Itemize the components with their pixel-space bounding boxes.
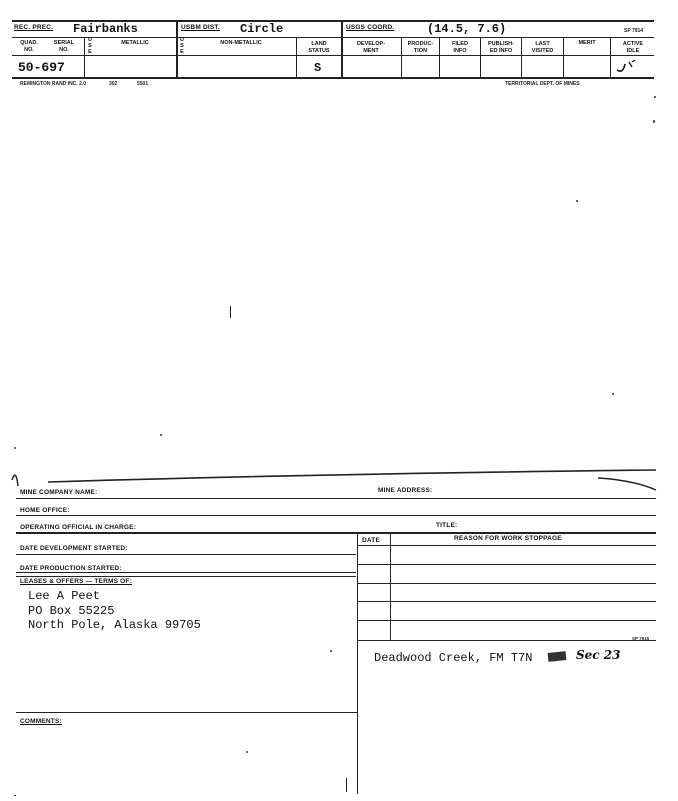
operating-official-label: OPERATING OFFICIAL IN CHARGE:	[20, 524, 137, 531]
col-serial-no: SERIAL NO.	[53, 40, 75, 53]
line-leases-top	[16, 576, 356, 577]
date-col-label: DATE	[362, 537, 381, 544]
leases-label: LEASES & OFFERS — TERMS OF:	[20, 578, 132, 585]
col-quad-no: QUAD. NO.	[20, 40, 38, 53]
line-date-dev	[16, 554, 356, 555]
printer-note: REMINGTON RAND INC. 2.0	[20, 81, 87, 87]
card-top-edge	[8, 462, 668, 492]
bottom-border	[12, 77, 654, 79]
col-production: PRODUC- TION	[407, 41, 434, 54]
form-code-top: SP 7914	[624, 28, 644, 34]
line-date-prod	[16, 572, 356, 573]
home-office-label: HOME OFFICE:	[20, 507, 70, 514]
reason-col-label: REASON FOR WORK STOPPAGE	[454, 535, 562, 542]
usgs-coord-value: (14.5, 7.6)	[427, 22, 507, 36]
stoppage-row-2	[357, 583, 656, 584]
col-line-serial	[84, 37, 85, 77]
leases-line-1: Lee A Peet	[28, 589, 101, 603]
line-operating	[16, 532, 656, 534]
mine-company-label: MINE COMPANY NAME:	[20, 489, 98, 496]
stoppage-row-1	[357, 564, 656, 565]
scan-speck	[330, 650, 332, 652]
col-development: DEVELOP- MENT	[356, 41, 386, 54]
usgs-coord-label: USGS COORD.	[346, 24, 395, 31]
col-use-non-metallic: U S E	[180, 37, 184, 55]
scan-speck	[654, 96, 656, 98]
col-line-land	[296, 37, 297, 77]
comments-label: COMMENTS:	[20, 718, 62, 725]
scan-speck	[246, 751, 248, 753]
scan-speck	[14, 447, 16, 449]
rec-prec-value: Fairbanks	[73, 22, 138, 36]
stoppage-row-5	[357, 640, 656, 641]
stoppage-row-4	[357, 620, 656, 621]
mine-address-label: MINE ADDRESS:	[378, 487, 433, 494]
printer-code-a: 302	[109, 81, 118, 87]
redaction-mark	[548, 651, 567, 662]
scan-mark	[230, 306, 231, 318]
scan-speck	[612, 393, 614, 395]
col-line-active	[610, 37, 611, 77]
scan-mark	[346, 778, 347, 792]
col-filed-info: FILED INFO	[452, 41, 468, 54]
stoppage-row-3	[357, 601, 656, 602]
usbm-dist-label: USBM DIST.	[181, 24, 220, 31]
col-use-metallic: U S E	[88, 37, 92, 55]
location-sec: Sec 23	[576, 648, 621, 662]
form-code-bottom: SP 7915	[632, 636, 650, 641]
center-divider	[357, 532, 358, 794]
leases-line-3: North Pole, Alaska 99705	[28, 618, 201, 632]
scan-speck	[653, 120, 655, 123]
col-non-metallic: NON-METALLIC	[220, 40, 262, 46]
location-text: Deadwood Creek, FM T7N	[374, 651, 533, 665]
scan-speck	[576, 200, 578, 202]
date-dev-label: DATE DEVELOPMENT STARTED:	[20, 545, 128, 552]
col-merit: MERIT	[578, 40, 596, 46]
printer-code-b: 5501	[137, 81, 149, 87]
checkmark-icon	[614, 58, 638, 76]
col-last-visited: LAST VISITED	[531, 41, 554, 54]
quad-serial-value: 50-697	[18, 60, 65, 75]
col-active-idle: ACTIVE IDLE	[622, 41, 644, 54]
col-metallic: METALLIC	[121, 40, 149, 46]
territorial-note: TERRITORIAL DEPT. OF MINES	[505, 81, 580, 87]
scan-speck	[160, 434, 162, 436]
date-column-line	[390, 532, 391, 640]
line-home-office	[16, 515, 656, 516]
header-divider	[12, 37, 654, 38]
rec-prec-label: REC. PREC.	[14, 24, 54, 31]
leases-line-2: PO Box 55225	[28, 604, 115, 618]
col-land-status: LAND STATUS	[308, 41, 330, 54]
scan-speck	[14, 795, 16, 796]
column-header-divider	[12, 55, 654, 56]
line-company	[16, 498, 656, 499]
usbm-dist-value: Circle	[240, 22, 284, 36]
date-prod-label: DATE PRODUCTION STARTED:	[20, 565, 122, 572]
stoppage-header-line	[357, 545, 656, 546]
land-status-value: S	[314, 61, 322, 75]
title-label: TITLE:	[436, 522, 458, 529]
line-comments	[16, 712, 358, 713]
col-published-info: PUBLISH- ED INFO	[488, 41, 514, 54]
